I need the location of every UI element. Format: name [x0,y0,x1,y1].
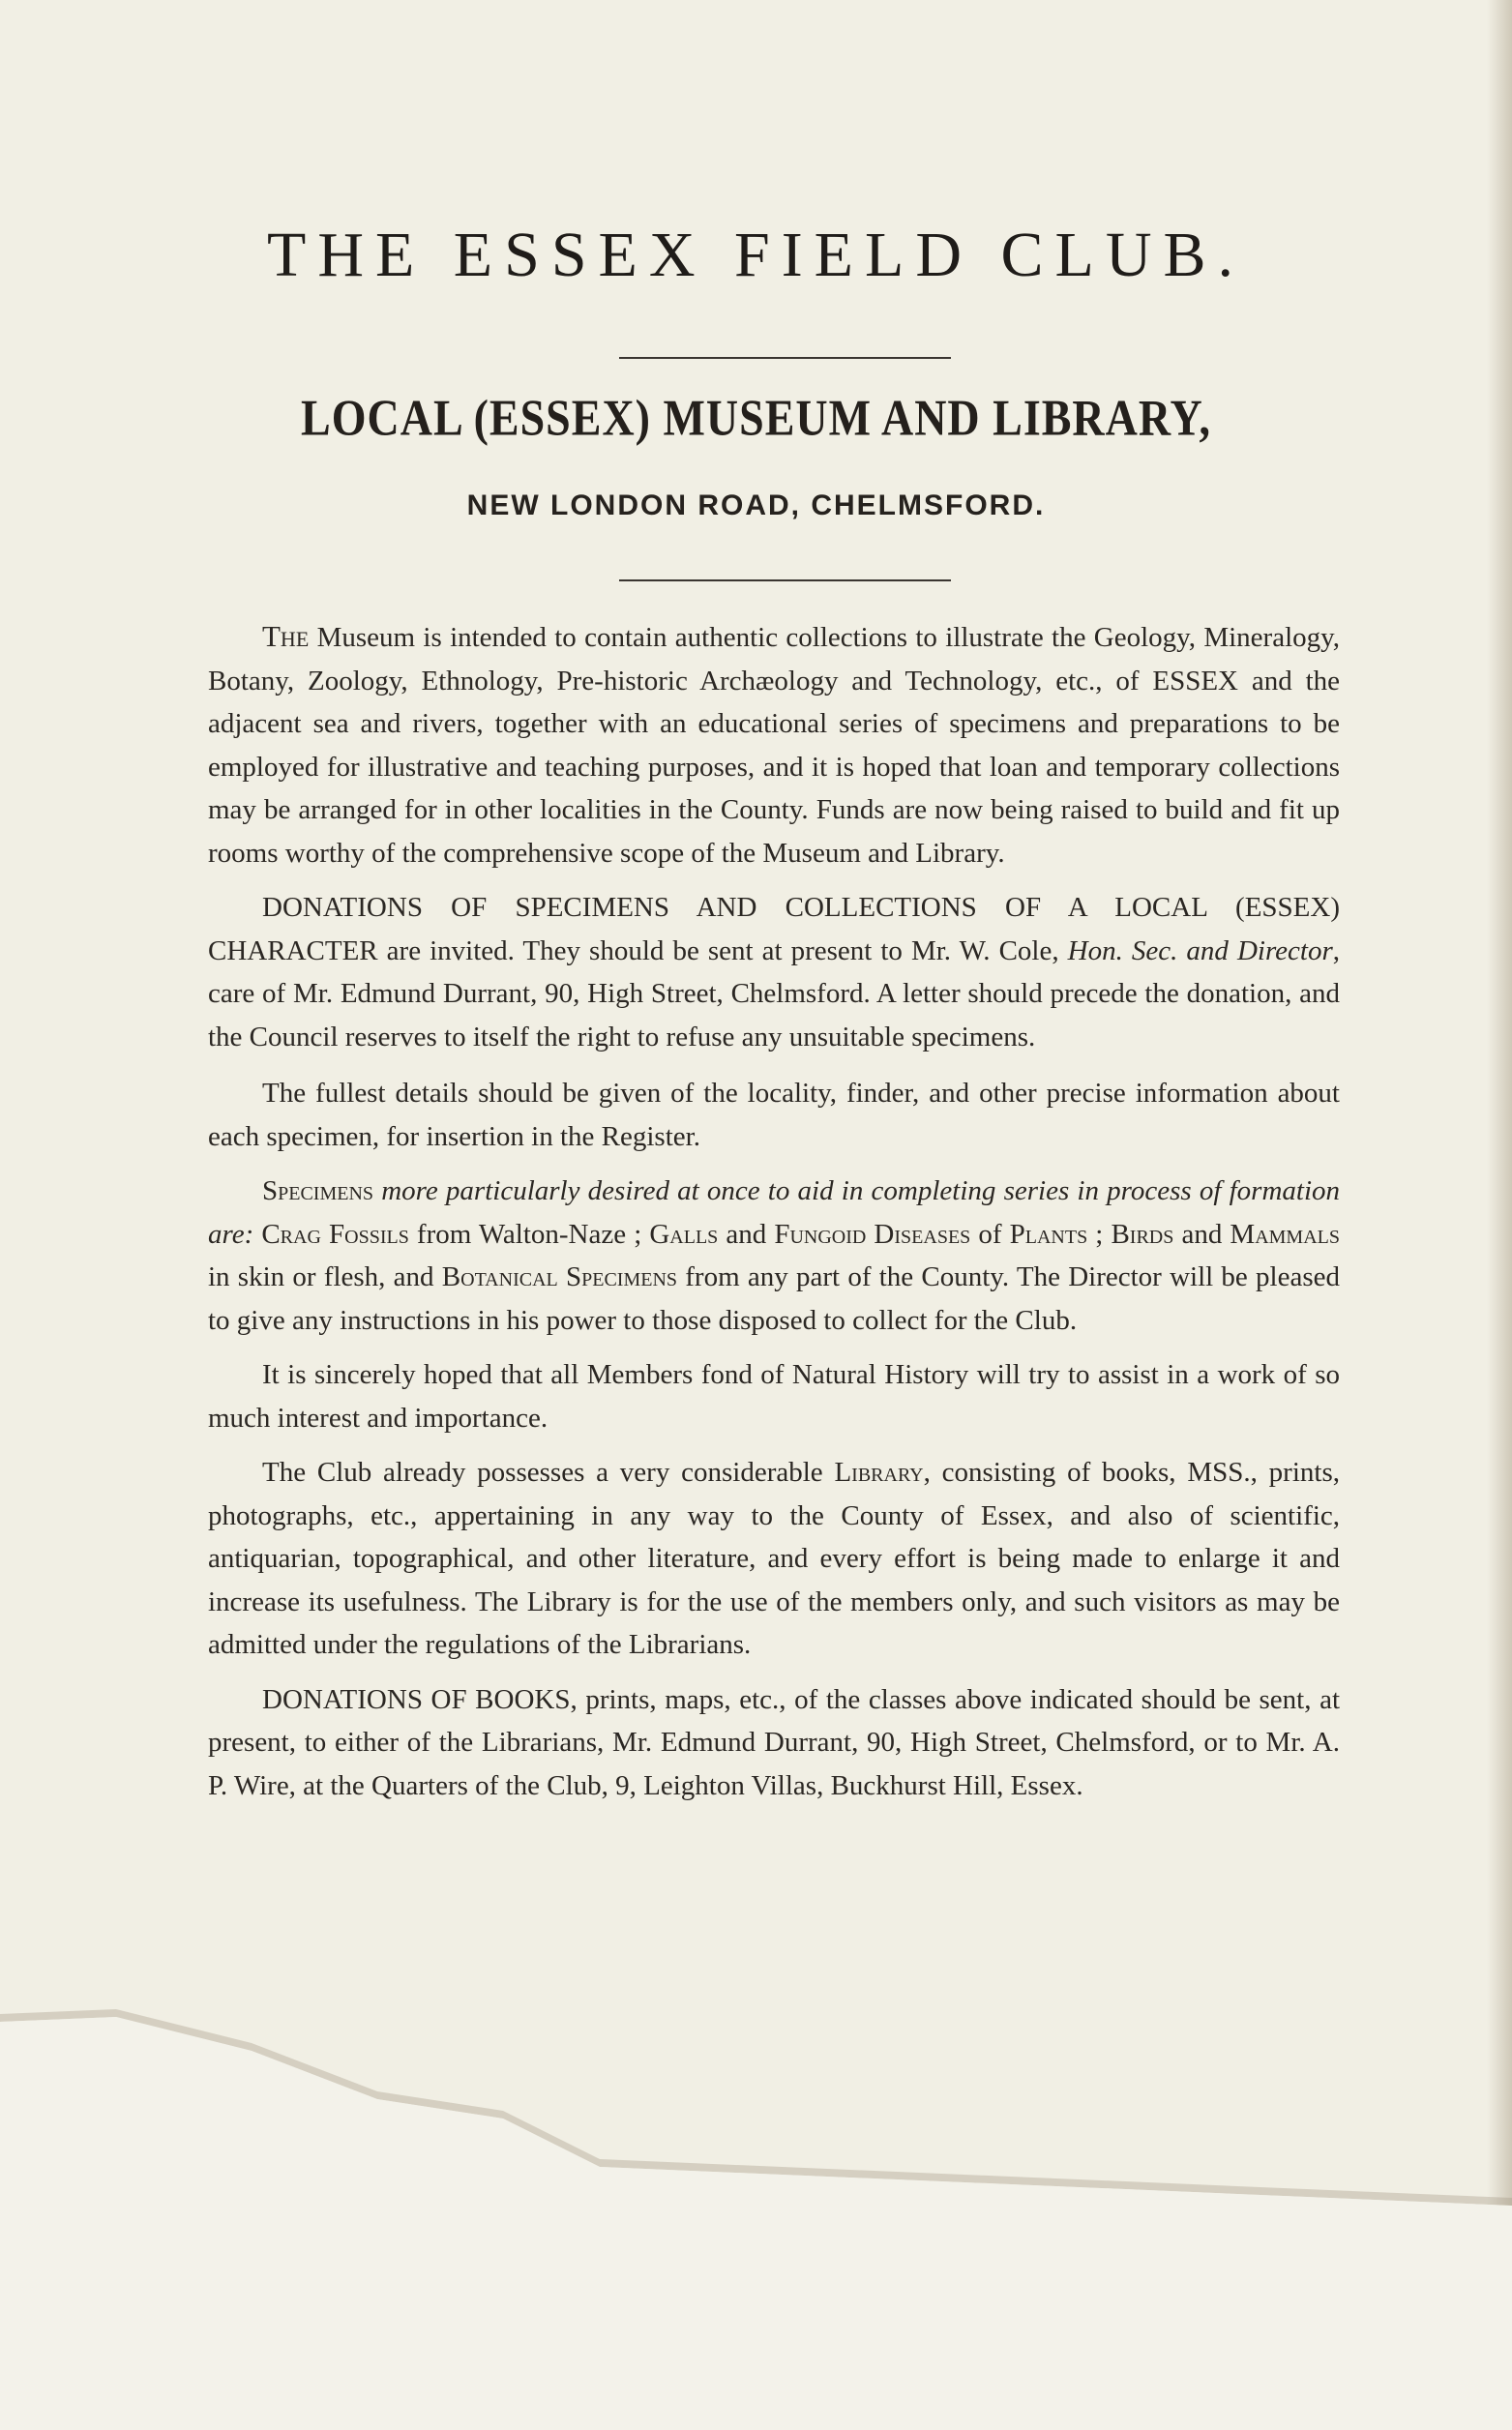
library-word: Library [834,1457,924,1488]
paragraph-details-text: The fullest details should be given of the locality, finder, and other precise information about each specimen, for insertion in the Register. [208,1078,1340,1152]
specimens-text-6: in skin or flesh, and [208,1261,442,1292]
books-lead: DONATIONS OF BOOKS, [262,1683,578,1715]
paragraph-museum-text: Museum is intended to contain authentic collections to illustrate the Geology, Mineralogy, Botany, Zoology, Ethnology, Pre-historic Archæology and Technology, etc., of ESSEX and the adjacent sea and rivers, together with an educational series of specimens and preparations to be employed for illustrative and teaching purposes, and it is hoped that loan and temporary collections may be arranged for in other localities in the County. Funds are now being raised to build and fit up rooms worthy of the comprehensive scope of the Museum and Library. [208,622,1340,869]
document-address: NEW LONDON ROAD, CHELMSFORD. [466,489,1046,521]
paragraph-members-hope [208,1353,1340,1439]
paragraph-donations-text-a: are invited. They should be sent at present to Mr. W. Cole, [377,934,1068,966]
library-text-2: , consisting of books, MSS., prints, photographs, etc., appertaining in any way to the County of Essex, and also of scientific, antiquarian, topographical, and other literature, and every effort is being made to enlarge it and increase its usefulness. The Library is for the use of the members only, and such visitors as may be admitted under the regulations of the Librarians. [208,1457,1340,1660]
paragraph-library [208,1451,1340,1667]
paragraph-specimens-desired [208,1170,1340,1342]
books-text: prints, maps, etc., of the classes above indicated should be sent, at present, to either of the Librarians, Mr. Edmund Durrant, 90, High Street, Chelmsford, or to Mr. A. P. Wire, at the Quarters of the Club, 9, Leighton Villas, Buckhurst Hill, Essex. [208,1683,1340,1801]
specimens-text-1: from Walton-Naze ; [408,1218,650,1250]
specimens-text-7: from any part of the County. The Director will be pleased to give any instructions in his power to those disposed to collect for the Club. [208,1261,1340,1336]
paragraph-donations-specimens [208,886,1340,1058]
paragraph-museum [208,615,1340,874]
paragraph-donations-books [208,1678,1340,1808]
specimens-text-3: of [970,1218,1010,1250]
galls: Galls [649,1218,719,1250]
document-body [208,615,1340,1819]
library-text-1: The Club already possesses a very considerable [262,1457,835,1488]
plants: Plants [1009,1218,1088,1250]
document-title: THE ESSEX FIELD CLUB. [267,220,1245,290]
specimens-italic: more particularly desired at once to aid in completing series in process of formation are: [208,1175,1340,1250]
page-edge-shadow [1487,0,1512,2430]
birds: Birds [1111,1218,1174,1250]
crag-fossils: Crag Fossils [261,1218,409,1250]
address-divider [619,579,951,581]
mammals: Mammals [1230,1218,1341,1250]
specimens-text-5: and [1173,1218,1230,1250]
specimens-text-4: ; [1087,1218,1112,1250]
document-subtitle: LOCAL (ESSEX) MUSEUM AND LIBRARY, [301,389,1211,446]
specimens-lead: Specimens [262,1175,374,1206]
paragraph-members-text: It is sincerely hoped that all Members fond of Natural History will try to assist in a work of so much interest and importance. [208,1359,1340,1434]
botanical-specimens: Botanical Specimens [441,1261,678,1292]
paragraph-donations-lead: DONATIONS OF SPECIMENS AND COLLECTIONS OF A LOCAL (ESSEX) CHARACTER [208,892,1340,966]
specimens-text-2: and [718,1218,775,1250]
paragraph-details [208,1072,1340,1158]
paragraph-museum-lead: The [262,619,310,653]
paragraph-donations-title: Hon. Sec. and Director [1067,934,1333,966]
paragraph-donations-text-b: , care of Mr. Edmund Durrant, 90, High Street, Chelmsford. A letter should precede the donation, and the Council reserves to itself the right to refuse any unsuitable specimens. [208,934,1340,1052]
title-divider [619,357,951,359]
fungoid-diseases: Fungoid Diseases [774,1218,971,1250]
